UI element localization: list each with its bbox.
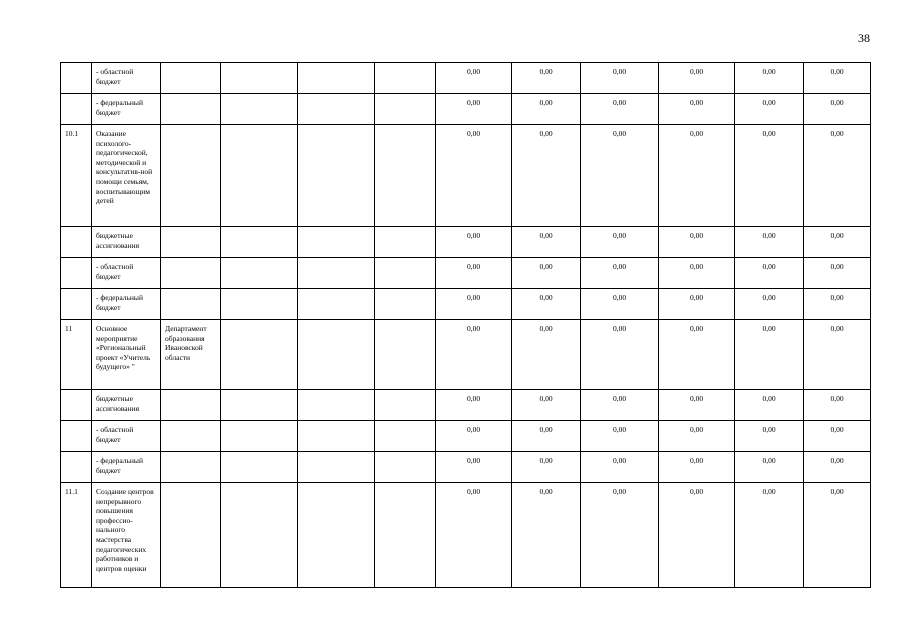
value-cell: 0,00 (735, 421, 804, 452)
value-cell: 0,00 (581, 227, 659, 258)
value-cell: 0,00 (735, 258, 804, 289)
table-row (61, 289, 871, 320)
value-cell: 0,00 (659, 125, 735, 227)
value-cell: 0,00 (735, 94, 804, 125)
value-cell: 0,00 (804, 421, 871, 452)
value-cell: 0,00 (659, 320, 735, 390)
value-cell: 0,00 (581, 320, 659, 390)
row-name-cell: Создание центров непрерывного повышения профессио-нального мастерства педагогических работников и центров оценки (92, 483, 161, 588)
row-name-cell: - областной бюджет (92, 421, 161, 452)
value-cell: 0,00 (581, 63, 659, 94)
empty-cell (298, 289, 375, 320)
value-cell: 0,00 (436, 483, 512, 588)
table-row (61, 483, 871, 588)
empty-cell (298, 258, 375, 289)
table-row (61, 320, 871, 390)
value-cell: 0,00 (659, 421, 735, 452)
executor-cell (161, 258, 221, 289)
value-cell: 0,00 (804, 227, 871, 258)
row-name-cell: Оказание психолого-педагогической, методической и консультатив-ной помощи семьям, воспитывающим детей (92, 125, 161, 227)
value-cell: 0,00 (735, 320, 804, 390)
value-cell: 0,00 (735, 289, 804, 320)
value-cell: 0,00 (735, 227, 804, 258)
row-name-cell: - федеральный бюджет (92, 452, 161, 483)
value-cell: 0,00 (512, 320, 581, 390)
row-index-cell: 11 (61, 320, 92, 390)
executor-cell (161, 125, 221, 227)
value-cell: 0,00 (659, 289, 735, 320)
row-index-cell (61, 421, 92, 452)
empty-cell (375, 390, 436, 421)
value-cell: 0,00 (512, 421, 581, 452)
empty-cell (298, 63, 375, 94)
empty-cell (298, 483, 375, 588)
executor-cell (161, 421, 221, 452)
value-cell: 0,00 (436, 289, 512, 320)
value-cell: 0,00 (659, 258, 735, 289)
row-index-cell (61, 63, 92, 94)
empty-cell (221, 390, 298, 421)
row-name-cell: Основное мероприятие «Региональный проект «Учитель будущего» " (92, 320, 161, 390)
value-cell: 0,00 (436, 390, 512, 421)
value-cell: 0,00 (659, 483, 735, 588)
budget-table (60, 62, 871, 588)
empty-cell (375, 258, 436, 289)
table-row (61, 421, 871, 452)
empty-cell (221, 258, 298, 289)
value-cell: 0,00 (581, 421, 659, 452)
row-name-cell: - областной бюджет (92, 258, 161, 289)
row-name-cell: - областной бюджет (92, 63, 161, 94)
empty-cell (375, 94, 436, 125)
value-cell: 0,00 (581, 452, 659, 483)
value-cell: 0,00 (735, 390, 804, 421)
value-cell: 0,00 (659, 63, 735, 94)
row-index-cell (61, 452, 92, 483)
value-cell: 0,00 (659, 390, 735, 421)
empty-cell (375, 452, 436, 483)
value-cell: 0,00 (804, 452, 871, 483)
value-cell: 0,00 (659, 94, 735, 125)
value-cell: 0,00 (436, 452, 512, 483)
empty-cell (375, 125, 436, 227)
row-index-cell: 11.1 (61, 483, 92, 588)
value-cell: 0,00 (512, 289, 581, 320)
value-cell: 0,00 (804, 94, 871, 125)
empty-cell (221, 63, 298, 94)
value-cell: 0,00 (735, 483, 804, 588)
row-index-cell: 10.1 (61, 125, 92, 227)
empty-cell (221, 320, 298, 390)
executor-cell (161, 452, 221, 483)
value-cell: 0,00 (804, 63, 871, 94)
empty-cell (221, 452, 298, 483)
value-cell: 0,00 (581, 289, 659, 320)
empty-cell (298, 390, 375, 421)
table-row (61, 125, 871, 227)
value-cell: 0,00 (581, 125, 659, 227)
value-cell: 0,00 (804, 483, 871, 588)
empty-cell (375, 289, 436, 320)
value-cell: 0,00 (804, 320, 871, 390)
executor-cell: Департамент образования Ивановской области (161, 320, 221, 390)
row-name-cell: - федеральный бюджет (92, 289, 161, 320)
value-cell: 0,00 (804, 289, 871, 320)
table-body (61, 63, 871, 588)
value-cell: 0,00 (804, 125, 871, 227)
empty-cell (298, 227, 375, 258)
value-cell: 0,00 (512, 452, 581, 483)
value-cell: 0,00 (436, 258, 512, 289)
table-row (61, 452, 871, 483)
value-cell: 0,00 (436, 63, 512, 94)
empty-cell (375, 227, 436, 258)
executor-cell (161, 94, 221, 125)
table-row (61, 258, 871, 289)
executor-cell (161, 390, 221, 421)
empty-cell (221, 94, 298, 125)
value-cell: 0,00 (512, 390, 581, 421)
value-cell: 0,00 (512, 258, 581, 289)
value-cell: 0,00 (436, 227, 512, 258)
empty-cell (375, 421, 436, 452)
row-name-cell: бюджетные ассигнования (92, 390, 161, 421)
empty-cell (298, 452, 375, 483)
row-index-cell (61, 289, 92, 320)
empty-cell (298, 125, 375, 227)
table-row (61, 390, 871, 421)
value-cell: 0,00 (436, 421, 512, 452)
page-number: 38 (858, 31, 870, 45)
executor-cell (161, 63, 221, 94)
row-name-cell: - федеральный бюджет (92, 94, 161, 125)
value-cell: 0,00 (512, 227, 581, 258)
executor-cell (161, 289, 221, 320)
empty-cell (298, 320, 375, 390)
empty-cell (221, 483, 298, 588)
table-row (61, 63, 871, 94)
value-cell: 0,00 (735, 63, 804, 94)
value-cell: 0,00 (512, 63, 581, 94)
executor-cell (161, 227, 221, 258)
value-cell: 0,00 (512, 483, 581, 588)
value-cell: 0,00 (512, 125, 581, 227)
value-cell: 0,00 (581, 483, 659, 588)
empty-cell (221, 421, 298, 452)
value-cell: 0,00 (581, 94, 659, 125)
row-name-cell: бюджетные ассигнования (92, 227, 161, 258)
row-index-cell (61, 258, 92, 289)
value-cell: 0,00 (804, 390, 871, 421)
value-cell: 0,00 (512, 94, 581, 125)
empty-cell (375, 483, 436, 588)
empty-cell (221, 289, 298, 320)
empty-cell (298, 94, 375, 125)
table-row (61, 94, 871, 125)
empty-cell (298, 421, 375, 452)
empty-cell (375, 63, 436, 94)
empty-cell (221, 227, 298, 258)
table-row (61, 227, 871, 258)
value-cell: 0,00 (659, 452, 735, 483)
value-cell: 0,00 (735, 452, 804, 483)
row-index-cell (61, 390, 92, 421)
value-cell: 0,00 (436, 94, 512, 125)
value-cell: 0,00 (581, 258, 659, 289)
row-index-cell (61, 94, 92, 125)
value-cell: 0,00 (659, 227, 735, 258)
value-cell: 0,00 (735, 125, 804, 227)
value-cell: 0,00 (436, 320, 512, 390)
value-cell: 0,00 (581, 390, 659, 421)
value-cell: 0,00 (804, 258, 871, 289)
row-index-cell (61, 227, 92, 258)
executor-cell (161, 483, 221, 588)
empty-cell (375, 320, 436, 390)
empty-cell (221, 125, 298, 227)
value-cell: 0,00 (436, 125, 512, 227)
